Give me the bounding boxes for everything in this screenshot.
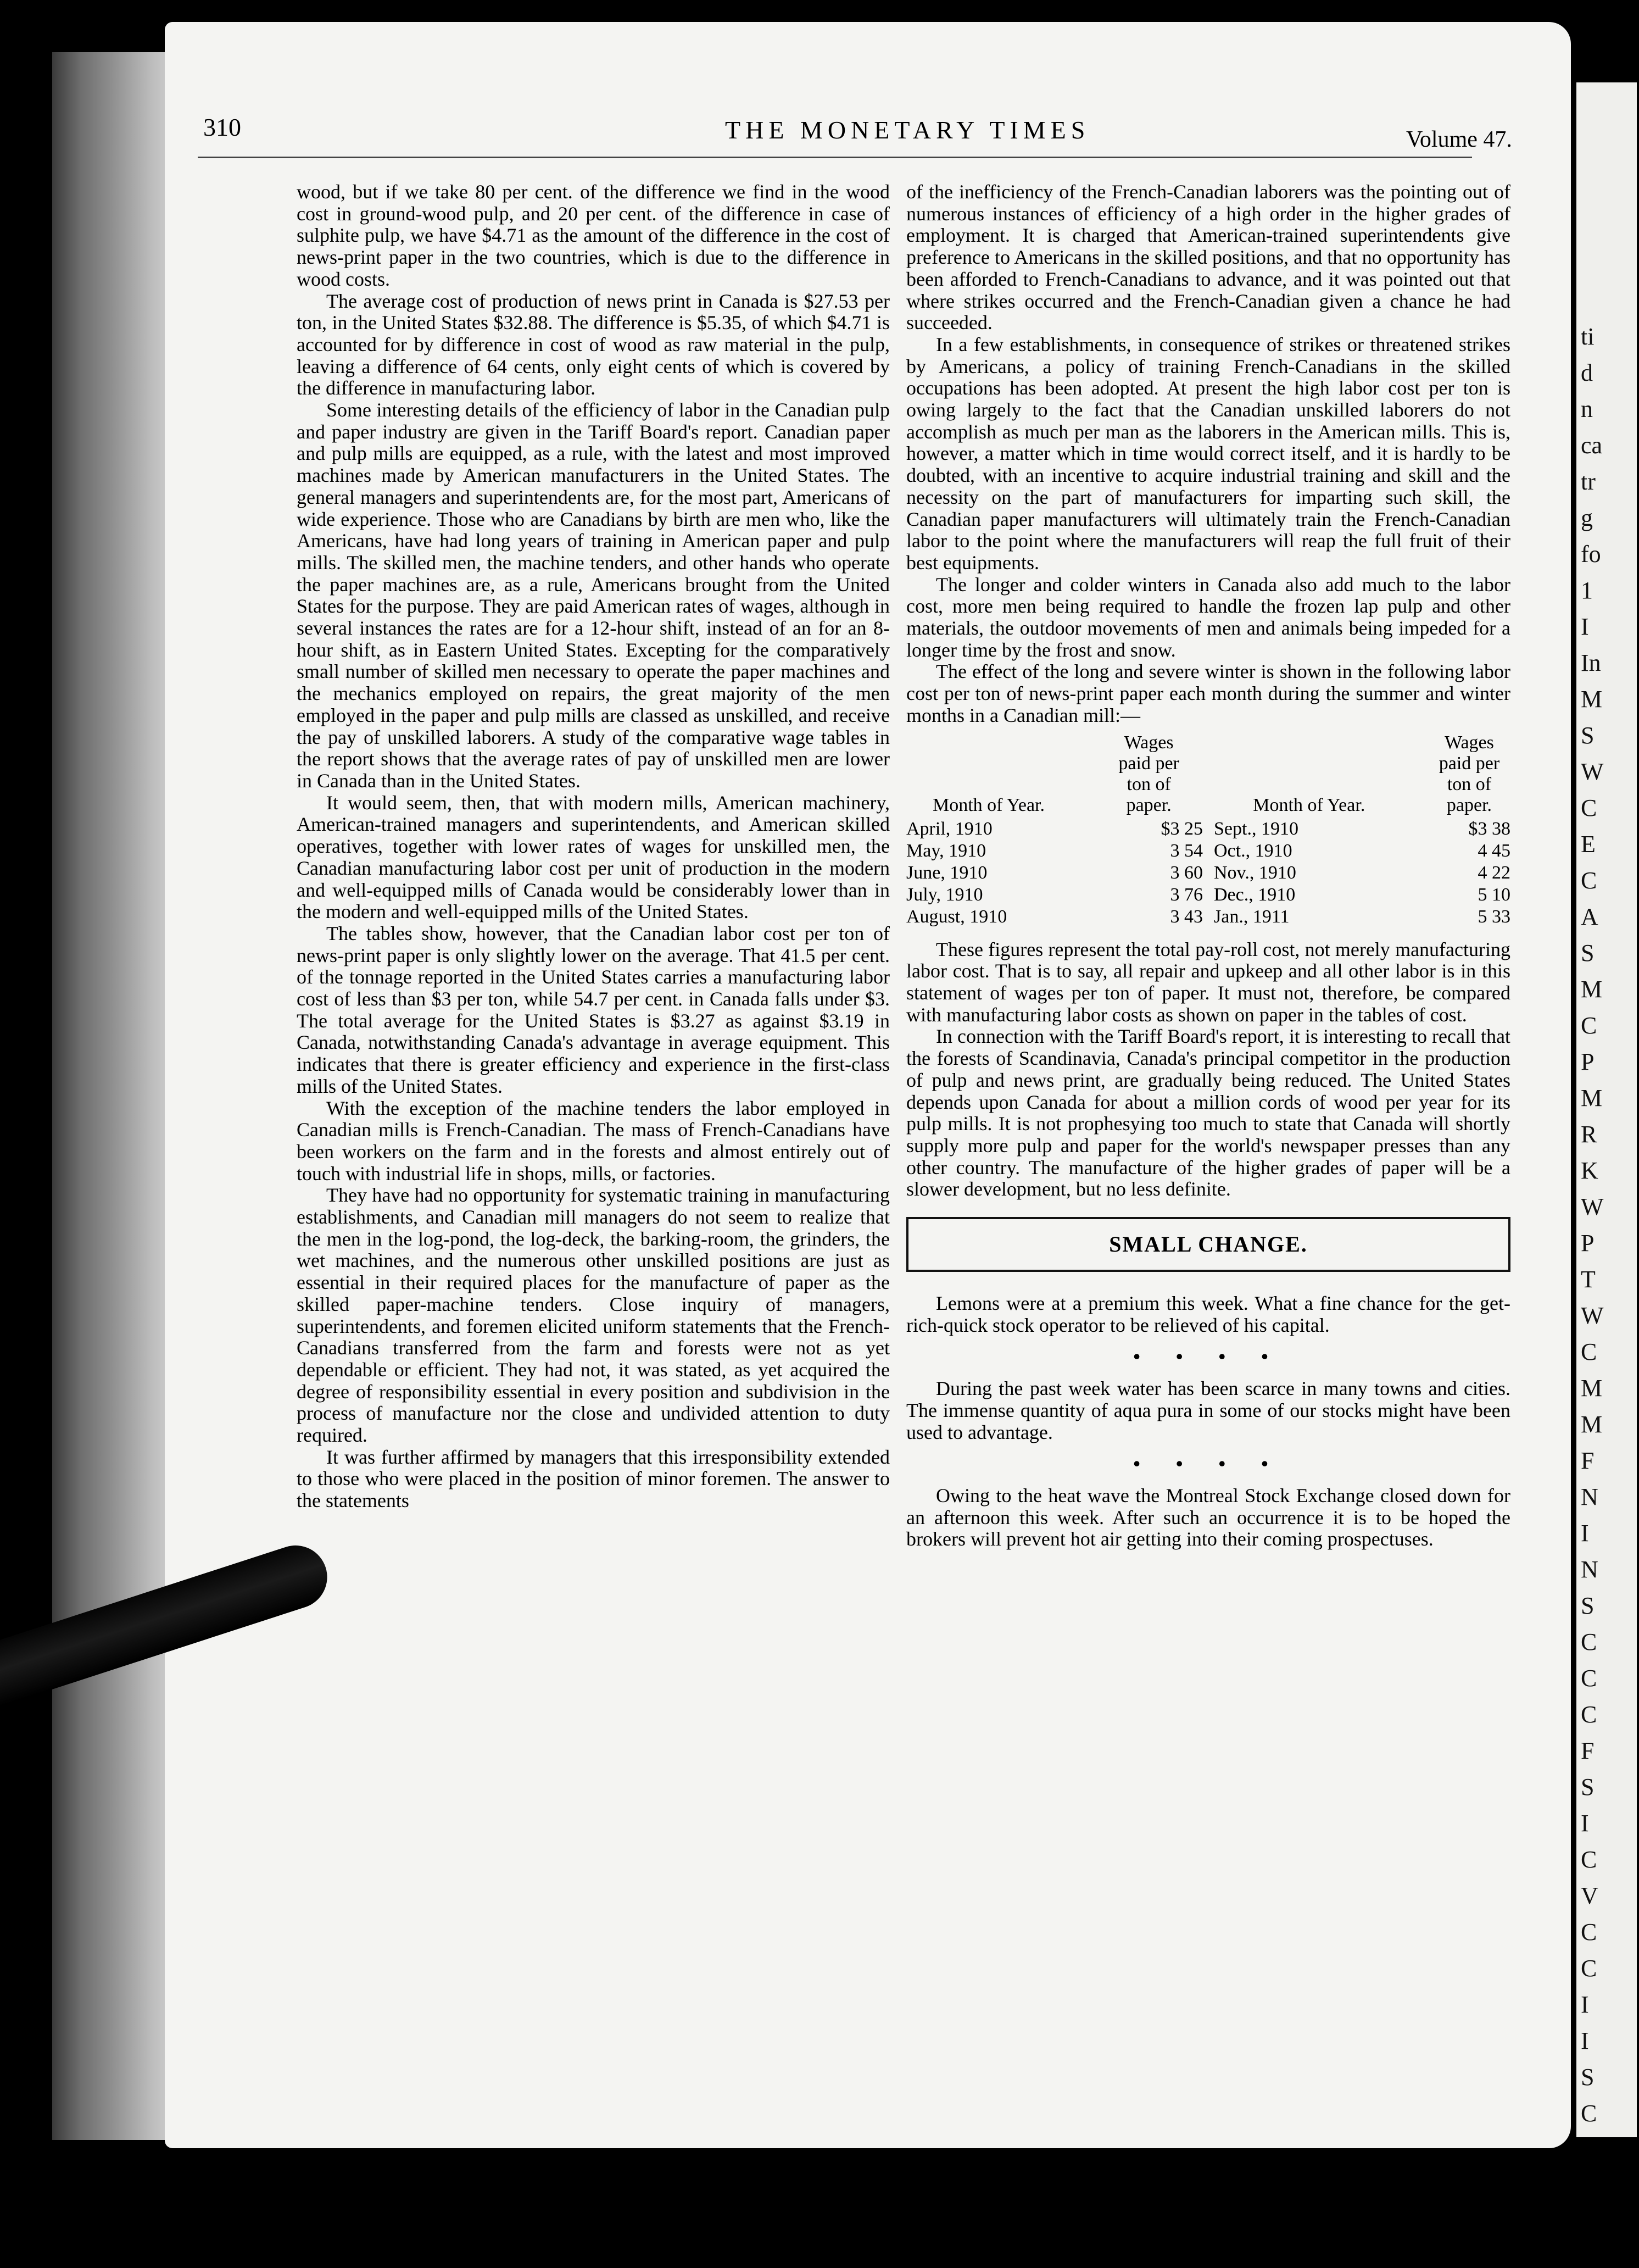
month-cell: Nov., 1910 [1214, 862, 1296, 883]
facing-page-fragment: N [1581, 1483, 1598, 1510]
summer-months [906, 818, 1203, 928]
month-cell: Oct., 1910 [1214, 840, 1292, 861]
facing-page-fragment: A [1581, 903, 1598, 930]
facing-page-fragment: C [1581, 867, 1597, 894]
table-row [906, 884, 1203, 906]
wages-cell: 3 76 [1170, 884, 1203, 905]
wages-header: Wages paid per ton of paper. [1118, 732, 1179, 815]
facing-page-fragment: S [1581, 940, 1595, 966]
month-cell: Jan., 1911 [1214, 906, 1290, 927]
facing-page-fragment: P [1581, 1048, 1595, 1075]
facing-page-fragment: M [1581, 1411, 1603, 1438]
facing-page-fragment: S [1581, 722, 1595, 749]
facing-page-fragment: C [1581, 794, 1597, 821]
facing-page-fragment: d [1581, 359, 1593, 386]
facing-page-fragment: W [1581, 1193, 1604, 1220]
paragraph: The tables show, however, that the Canadian labor cost per ton of news-print paper is only slightly lower on the average. That 41.5 per cent. of the tonnage reported in the United States carries a manufacturing labor cost of less than $3 per ton, while 54.7 per cent. in Canada falls under $3. The total average for the United States is $3.27 as against $3.19 in Canada, notwithstanding Canada's advantage in average equipment. This indicates that there is greater efficiency and experience in the first-class mills of the United States. [297, 922, 890, 1097]
facing-page-fragment: S [1581, 2064, 1595, 2091]
facing-page-fragment: I [1581, 2027, 1589, 2054]
facing-page-fragment: M [1581, 1375, 1603, 1402]
facing-page-fragment: g [1581, 504, 1593, 531]
facing-page-fragment: I [1581, 613, 1589, 640]
month-cell: June, 1910 [906, 862, 988, 883]
facing-page-fragment: C [1581, 1955, 1597, 1982]
facing-page-fragment: C [1581, 2100, 1597, 2127]
facing-page-fragment: ti [1581, 323, 1595, 350]
facing-page-fragment: n [1581, 396, 1593, 423]
small-change-item: Owing to the heat wave the Montreal Stock Exchange closed down for an afternoon this week. After such an occurrence it is to be hoped the brokers will prevent hot air getting into their coming prospectuses. [906, 1484, 1510, 1550]
facing-page-fragment: E [1581, 831, 1596, 858]
facing-page-fragment: F [1581, 1737, 1595, 1764]
facing-page-fragment: C [1581, 1846, 1597, 1873]
small-change-item: During the past week water has been scarce in many towns and cities. The immense quantity of aqua pura in some of our stocks might have been used to advantage. [906, 1377, 1510, 1443]
wages-cell: $3 25 [1161, 818, 1203, 839]
paragraph: It was further affirmed by managers that this irresponsibility extended to those who were placed in the position of minor foremen. The answer to the statements [297, 1446, 890, 1512]
table-row [1214, 884, 1510, 906]
table-row [1214, 818, 1510, 840]
facing-page-fragment: K [1581, 1157, 1598, 1184]
month-cell: April, 1910 [906, 818, 993, 839]
table-row [906, 840, 1203, 862]
wages-table-header [906, 732, 1510, 816]
facing-page-fragment: fo [1581, 541, 1601, 568]
paragraph: of the inefficiency of the French-Canadian laborers was the pointing out of numerous instances of efficiency of a high order in the higher grades of employment. It is charged that American-trained superintendents give preference to Americans in the skilled positions, and that no opportunity has been afforded to French-Canadians to advance, and it was pointed out that where strikes occurred and the French-Canadian given a chance he had succeeded. [906, 181, 1510, 334]
wages-cell: 3 60 [1170, 862, 1203, 883]
facing-page-fragment: S [1581, 1774, 1595, 1800]
wages-cell: 4 22 [1478, 862, 1510, 883]
wages-cell: 5 33 [1478, 906, 1510, 927]
masthead-title: THE MONETARY TIMES [725, 116, 1090, 144]
wages-header: Wages paid per ton of paper. [1439, 732, 1500, 815]
facing-page-fragment: C [1581, 1701, 1597, 1728]
volume-label: Volume 47. [1406, 127, 1512, 152]
page-number: 310 [203, 113, 241, 141]
month-cell: July, 1910 [906, 884, 983, 905]
facing-page-fragment: R [1581, 1121, 1597, 1148]
month-cell: May, 1910 [906, 840, 986, 861]
facing-page-fragment: In [1581, 649, 1601, 676]
facing-page-fragment: C [1581, 1665, 1597, 1692]
month-cell: August, 1910 [906, 906, 1007, 927]
table-row [1214, 862, 1510, 884]
month-cell: Sept., 1910 [1214, 818, 1298, 839]
separator: • • • • [1133, 1346, 1284, 1368]
paragraph: They have had no opportunity for systematic training in manufacturing establishments, and Canadian mill managers do not seem to realize that the men in the log-pond, the log-deck, the barking-room, the grinders, the wet machines, and the numerous other unskilled positions are just as essential in their required places for the manufacture of paper as the skilled paper-machine tenders. Close inquiry of managers, superintendents, and foremen elicited uniform statements that the French-Canadians transferred from the farm and forests were not as yet dependable or efficient. They had not, it was stated, as yet acquired the degree of responsibility essential in every position and subdivision in the process of manufacture nor the close and undivided attention to duty required. [297, 1184, 890, 1447]
wages-table [906, 818, 1510, 928]
facing-page-fragment: C [1581, 1012, 1597, 1039]
paragraph: The average cost of production of news print in Canada is $27.53 per ton, in the United States $32.88. The difference is $5.35, of which $4.71 is accounted for by difference in cost of wood as raw material in the pulp, leaving a difference of 64 cents, only eight cents of which is covered by the difference in manufacturing labor. [297, 290, 890, 399]
facing-page-edge [1576, 82, 1637, 2137]
facing-page-fragment: C [1581, 1628, 1597, 1655]
winter-months [1214, 818, 1510, 928]
facing-page-fragment: M [1581, 686, 1603, 713]
facing-page-fragment: M [1581, 976, 1603, 1003]
wages-cell: 4 45 [1478, 840, 1510, 861]
paragraph: The effect of the long and severe winter is shown in the following labor cost per ton of news-print paper each month during the summer and winter months in a Canadian mill:— [906, 660, 1510, 726]
facing-page-fragment: S [1581, 1592, 1595, 1619]
facing-page-fragment: F [1581, 1447, 1595, 1474]
facing-page-fragment: I [1581, 1991, 1589, 2018]
facing-page-fragment: W [1581, 1302, 1604, 1329]
month-header: Month of Year. [1253, 794, 1365, 815]
facing-page-fragment: C [1581, 1338, 1597, 1365]
paragraph: The longer and colder winters in Canada also add much to the labor cost, more men being required to handle the frozen lap pulp and other materials, the outdoor movements of men and animals being impeded for a longer time by the frost and snow. [906, 573, 1510, 661]
table-row [1214, 906, 1510, 928]
table-row [906, 906, 1203, 928]
paragraph: With the exception of the machine tenders the labor employed in Canadian mills is French-Canadian. The mass of French-Canadians have been workers on the farm and in the forests and almost entirely out of touch with industrial life in shops, mills, or factories. [297, 1097, 890, 1185]
small-change-item: Lemons were at a premium this week. What a fine chance for the get-rich-quick stock operator to be relieved of his capital. [906, 1292, 1510, 1336]
left-column [297, 181, 890, 1512]
paragraph: These figures represent the total pay-roll cost, not merely manufacturing labor cost. That is to say, all repair and upkeep and all other labor is in this statement of wages per ton of paper. It must not, therefore, be compared with manufacturing labor costs as shown on paper in the tables of cost. [906, 938, 1510, 1026]
facing-page-fragment: C [1581, 1919, 1597, 1945]
wages-cell: 3 43 [1170, 906, 1203, 927]
facing-page-fragment: M [1581, 1085, 1603, 1111]
wages-cell: 3 54 [1170, 840, 1203, 861]
table-row [906, 862, 1203, 884]
table-row [906, 818, 1203, 840]
paragraph: In connection with the Tariff Board's report, it is interesting to recall that the forests of Scandinavia, Canada's principal competitor in the production of pulp and news print, are gradually being reduced. The United States depends upon Canada for about a million cords of wood per year for its pulp mills. It is not prophesying too much to state that Canada will shortly supply more pulp and paper for the world's newspaper presses than any other country. The manufacture of the higher grades of paper will be a slower development, but no less definite. [906, 1025, 1510, 1200]
facing-page-fragment: N [1581, 1556, 1598, 1583]
facing-page-fragment: I [1581, 1810, 1589, 1837]
facing-page-fragment: tr [1581, 468, 1596, 495]
wages-cell: $3 38 [1468, 818, 1510, 839]
facing-page-fragment: I [1581, 1520, 1589, 1547]
paragraph: In a few establishments, in consequence of strikes or threatened strikes by Americans, a policy of training French-Canadians in the skilled occupations has been adopted. At present the high labor cost per ton is owing largely to the fact that the Canadian unskilled laborers do not accomplish as much per man as the laborers in the American mills. This is, however, a matter which in time would correct itself, and it is hardly to be doubted, with an incentive to acquire industrial training and skill and the necessity on the part of manufacturers for imparting such skill, the Canadian paper manufacturers will ultimately train the French-Canadian labor to the point where the manufacturers will reap the full fruit of their best equipments. [906, 333, 1510, 574]
month-header: Month of Year. [932, 794, 1045, 815]
facing-page-fragment: ca [1581, 432, 1603, 459]
separator: • • • • [1133, 1453, 1284, 1475]
header-rule [198, 157, 1472, 158]
paragraph: It would seem, then, that with modern mills, American machinery, American-trained managers and superintendents, and American skilled operatives, together with lower rates of wages for unskilled men, the Canadian manufacturing labor cost per unit of production in the modern and well-equipped mills of Canada would be considerably lower than in the modern and well-equipped mills of the United States. [297, 791, 890, 923]
facing-page-fragment: V [1581, 1882, 1598, 1909]
paragraph: Some interesting details of the efficiency of labor in the Canadian pulp and paper industry are given in the Tariff Board's report. Canadian paper and pulp mills are equipped, as a rule, with the latest and most improved machines made by American manufacturers in the United States. The general managers and superintendents are, for the most part, Americans of wide experience. Those who are Canadians by birth are men who, like the Americans, have had long years of training in American paper and pulp mills. The skilled men, the machine tenders, and other hands who operate the paper machines are, as a rule, Americans brought from the United States for the purpose. They are paid American rates of wages, although in several instances the rates are for a 12-hour shift, instead of an for an 8-hour shift, as in Eastern United States. Excepting for the comparatively small number of skilled men necessary to operate the paper machines and the mechanics employed on repairs, the great majority of the men employed in the paper and pulp mills are classed as unskilled, and receive the pay of unskilled laborers. A study of the comparative wage tables in the report shows that the average rates of pay of unskilled men are lower in Canada than in the United States. [297, 399, 890, 792]
paragraph: wood, but if we take 80 per cent. of the difference we find in the wood cost in ground-wood pulp, and 20 per cent. of the difference in case of sulphite pulp, we have $4.71 as the amount of the difference in the cost of news-print paper in the two countries, which is due to the difference in wood costs. [297, 181, 890, 290]
facing-page-fragment: T [1581, 1266, 1596, 1293]
facing-page-fragment: 1 [1581, 577, 1593, 604]
facing-page-fragment: W [1581, 758, 1604, 785]
facing-page-fragment: P [1581, 1230, 1595, 1257]
wages-cell: 5 10 [1478, 884, 1510, 905]
table-row [1214, 840, 1510, 862]
month-cell: Dec., 1910 [1214, 884, 1296, 905]
right-column [906, 181, 1510, 1550]
small-change-heading: SMALL CHANGE. [906, 1217, 1510, 1272]
